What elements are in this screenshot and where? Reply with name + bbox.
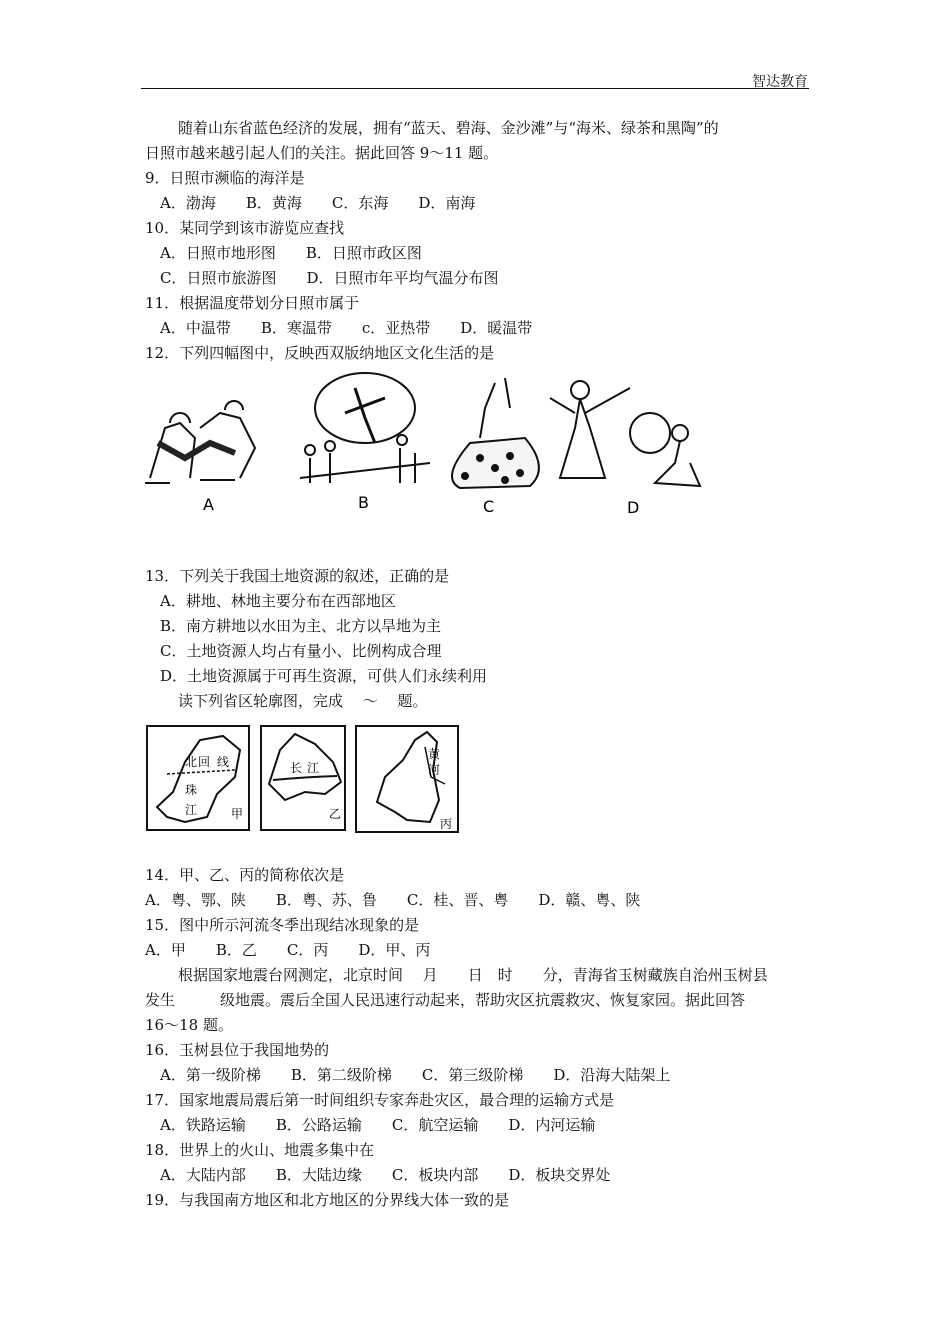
passage-intro-line2: 日照市越来越引起人们的关注。据此回答 9～11 题。	[145, 144, 499, 162]
question-14-options: A．粤、鄂、陕 B．粤、苏、鲁 C．桂、晋、粤 D．赣、粤、陕	[145, 891, 641, 909]
map-bing-label: 丙	[440, 817, 453, 831]
header-rule	[141, 88, 809, 89]
question-13-option-c: C．土地资源人均占有量小、比例构成合理	[160, 642, 442, 660]
question-17: 17．国家地震局震后第一时间组织专家奔赴灾区，最合理的运输方式是	[145, 1091, 615, 1109]
question-11: 11．根据温度带划分日照市属于	[145, 294, 360, 312]
question-12: 12．下列四幅图中，反映西双版纳地区文化生活的是	[145, 344, 495, 362]
figure-d-dancers	[550, 381, 700, 486]
map-jia-label: 甲	[231, 807, 244, 821]
culture-figure	[140, 368, 720, 523]
province-outline-maps	[145, 722, 460, 834]
map-jia-text-bei: 北	[185, 755, 198, 769]
passage-earthquake-line3: 16～18 题。	[145, 1016, 233, 1034]
question-13-option-d: D．土地资源属于可再生资源，可供人们永续利用	[160, 667, 488, 685]
figure-label-b: B	[358, 493, 369, 512]
figure-a-dancers	[145, 401, 255, 483]
map-yi-text-chang: 长	[290, 761, 303, 775]
question-10-options-ab: A．日照市地形图 B．日照市政区图	[160, 244, 422, 262]
figure-b-festival	[300, 373, 430, 483]
map-jia-text-xian: 线	[217, 755, 230, 769]
map-yi	[261, 726, 345, 830]
question-13: 13．下列关于我国土地资源的叙述，正确的是	[145, 567, 450, 585]
passage-maps-intro: 读下列省区轮廓图，完成 ～ 题。	[178, 692, 428, 710]
map-yi-label: 乙	[329, 807, 342, 821]
map-bing-text-huang: 黄	[428, 747, 441, 761]
question-19: 19．与我国南方地区和北方地区的分界线大体一致的是	[145, 1191, 510, 1209]
question-13-option-b: B．南方耕地以水田为主、北方以旱地为主	[160, 617, 442, 635]
map-jia-text-jiang: 江	[185, 803, 198, 817]
question-14: 14．甲、乙、丙的简称依次是	[145, 866, 345, 884]
question-9-options: A．渤海 B．黄海 C．东海 D．南海	[160, 194, 476, 212]
map-yi-text-jiang: 江	[307, 761, 320, 775]
question-15-options: A．甲 B．乙 C．丙 D．甲、丙	[145, 941, 431, 959]
map-jia-text-hui: 回	[198, 755, 211, 769]
map-bing-text-he: 河	[428, 763, 441, 777]
question-16-options: A．第一级阶梯 B．第二级阶梯 C．第三级阶梯 D．沿海大陆架上	[160, 1066, 671, 1084]
figure-label-d: D	[627, 498, 640, 517]
map-bing	[356, 726, 458, 832]
figure-label-c: C	[483, 497, 495, 516]
question-16: 16．玉树县位于我国地势的	[145, 1041, 330, 1059]
question-18-options: A．大陆内部 B．大陆边缘 C．板块内部 D．板块交界处	[160, 1166, 611, 1184]
figure-label-a: A	[203, 495, 214, 514]
passage-earthquake-line2: 发生 级地震。震后全国人民迅速行动起来，帮助灾区抗震救灾、恢复家园。据此回答	[145, 991, 746, 1009]
passage-intro-line1: 随着山东省蓝色经济的发展，拥有“蓝天、碧海、金沙滩”与“海米、绿茶和黑陶”的	[178, 119, 719, 137]
question-17-options: A．铁路运输 B．公路运输 C．航空运输 D．内河运输	[160, 1116, 596, 1134]
question-10-options-cd: C．日照市旅游图 D．日照市年平均气温分布图	[160, 269, 499, 287]
header-brand: 智达教育	[752, 74, 808, 90]
question-9: 9．日照市濒临的海洋是	[145, 169, 305, 187]
question-10: 10．某同学到该市游览应查找	[145, 219, 345, 237]
question-15: 15．图中所示河流冬季出现结冰现象的是	[145, 916, 420, 934]
passage-earthquake-line1: 根据国家地震台网测定，北京时间 月 日 时 分，青海省玉树藏族自治州玉树县	[178, 966, 768, 984]
figure-c-dancer	[452, 378, 539, 488]
question-13-option-a: A．耕地、林地主要分布在西部地区	[160, 592, 396, 610]
map-jia-text-zhu: 珠	[185, 783, 198, 797]
map-jia	[147, 726, 249, 830]
question-18: 18．世界上的火山、地震多集中在	[145, 1141, 375, 1159]
question-11-options: A．中温带 B．寒温带 c．亚热带 D．暖温带	[160, 319, 533, 337]
